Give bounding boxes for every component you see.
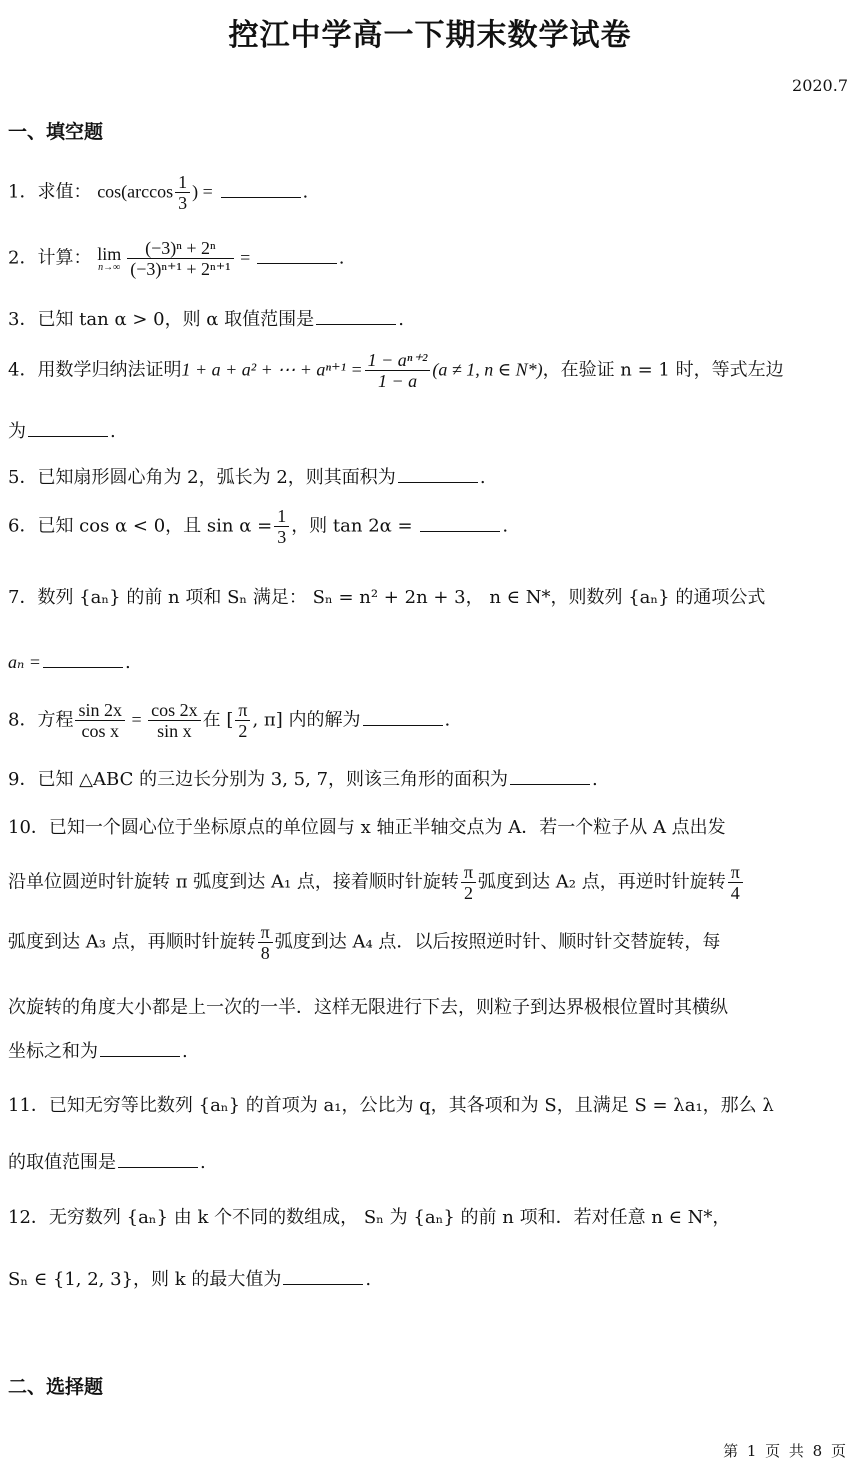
q1-prefix: 1．求值： (8, 181, 92, 203)
q1-den: 3 (178, 193, 188, 213)
q2-lim-sub: n→∞ (98, 261, 121, 273)
question-10-line5 (8, 1040, 188, 1064)
question-8: 8．方程 $\frac{\sin 2x}{\text{cos x}}$ = $\frac{\cos 2x}{\text{sin x}}$ 在 [ $\frac{\pi}{2}$ , π] 内的解为 . (8, 700, 451, 741)
q10-frac-pi-4 (728, 862, 743, 903)
q9-text: 9．已知 △ABC 的三边长分别为 3, 5, 7，则该三角形的面积为 (8, 769, 509, 790)
q4-prefix: 4．用数学归纳法证明 (8, 359, 182, 381)
q10-den-a: 2 (463, 883, 473, 903)
q5-period: . (479, 467, 486, 488)
q10-frac-pi-2 (461, 862, 476, 903)
answer-blank[interactable] (420, 515, 500, 532)
question-4 (8, 350, 784, 391)
q6-fraction (274, 506, 289, 547)
question-11-line2 (8, 1151, 206, 1175)
answer-blank[interactable] (257, 247, 337, 264)
q7-line2: aₙ = (8, 652, 41, 672)
q10-line2b: 弧度到达 A₂ 点，再逆时针旋转 (478, 871, 726, 893)
q12-line1: 12．无穷数列 {aₙ} 由 k 个不同的数组成， Sₙ 为 {aₙ} 的前 n 项和．若对任意 n ∈ N*， (8, 1207, 731, 1228)
q2-prefix: 2．计算： (8, 247, 92, 269)
q1-expr-a: cos(arccos (97, 181, 174, 202)
q8-den2: sin x (157, 721, 192, 741)
q6-period: . (502, 515, 509, 537)
q8-fraction-3 (235, 700, 250, 741)
q2-num: (−3)ⁿ + 2ⁿ (127, 238, 233, 259)
q4-fraction (365, 350, 431, 391)
q6-post: ，则 tan 2α = (291, 515, 413, 537)
q6-den: 3 (277, 527, 287, 547)
q8-den1: cos x (81, 721, 119, 741)
answer-blank[interactable] (43, 651, 123, 668)
question-4-line2 (8, 420, 116, 444)
section-choice-title: 二、选择题 (8, 1376, 104, 1398)
q1-expr-b: ) = (192, 181, 213, 202)
answer-blank[interactable] (363, 709, 443, 726)
section-fill-in-title: 一、填空题 (8, 121, 104, 143)
q10-num-a: π (461, 862, 476, 883)
question-10-line4 (8, 996, 728, 1020)
page-footer: 第 1 页 共 8 页 (723, 1442, 848, 1460)
q2-fraction (127, 238, 233, 279)
question-10-line3 (8, 922, 720, 963)
q1-fraction (175, 172, 190, 213)
q10-num-b: π (728, 862, 743, 883)
q10-den-b: 4 (730, 883, 740, 903)
q8-mid2: , π] 内的解为 (252, 709, 361, 731)
q10-line5: 坐标之和为 (8, 1041, 98, 1062)
q10-line3a: 弧度到达 A₃ 点，再顺时针旋转 (8, 931, 256, 953)
q11-line2: 的取值范围是 (8, 1152, 116, 1173)
q4-period: . (110, 421, 116, 442)
exam-date: 2020.7 (792, 76, 848, 95)
q10-den-c: 8 (260, 943, 270, 963)
q1-num: 1 (175, 172, 190, 193)
question-11 (8, 1094, 774, 1118)
q8-fraction-1 (75, 700, 125, 741)
answer-blank[interactable] (118, 1151, 198, 1168)
answer-blank[interactable] (28, 420, 108, 437)
answer-blank[interactable] (398, 466, 478, 483)
q4-line2: 为 (8, 421, 26, 442)
q6-num: 1 (274, 506, 289, 527)
q2-period: . (338, 247, 345, 269)
q2-lim-word: lim (97, 243, 122, 264)
q2-den: (−3)ⁿ⁺¹ + 2ⁿ⁺¹ (130, 259, 231, 279)
q10-num-c: π (258, 922, 273, 943)
question-2: 2．计算： lim n→∞ $\frac{\text{(−3)ⁿ + 2ⁿ}}{\text{(−3)ⁿ⁺¹ + 2ⁿ⁺¹}}$ = . (8, 238, 345, 279)
q4-num: 1 − aⁿ⁺² (365, 350, 431, 371)
q8-fraction-2 (148, 700, 201, 741)
answer-blank[interactable] (221, 181, 301, 198)
page-title: 控江中学高一下期末数学试卷 (228, 18, 632, 53)
question-9 (8, 768, 598, 792)
q8-num1: sin 2x (75, 700, 125, 721)
q7-line1: 7．数列 {aₙ} 的前 n 项和 Sₙ 满足： Sₙ = n² + 2n + 3， n ∈ N*，则数列 {aₙ} 的通项公式 (8, 587, 766, 608)
q8-period: . (444, 709, 451, 731)
question-10 (8, 816, 726, 840)
q10-line4: 次旋转的角度大小都是上一次的一半．这样无限进行下去，则粒子到达界极根位置时其横纵 (8, 997, 728, 1018)
q4-lhs: 1 + a + a² + ⋯ + aⁿ⁺¹ = (181, 359, 363, 380)
question-3 (8, 308, 404, 332)
q2-limit (97, 245, 121, 273)
q5-text: 5．已知扇形圆心角为 2，弧长为 2，则其面积为 (8, 467, 396, 488)
answer-blank[interactable] (316, 308, 396, 325)
question-1 (8, 172, 308, 213)
q12-line2: Sₙ ∈ {1, 2, 3}，则 k 的最大值为 (8, 1269, 282, 1290)
q4-post: ，在验证 n = 1 时，等式左边 (542, 359, 784, 381)
q10-frac-pi-8 (258, 922, 273, 963)
answer-blank[interactable] (510, 768, 590, 785)
q12-period: . (365, 1269, 372, 1290)
q8-num2: cos 2x (148, 700, 201, 721)
q6-prefix: 6．已知 cos α < 0，且 sin α = (8, 515, 273, 537)
question-12 (8, 1206, 730, 1230)
q9-period: . (592, 769, 598, 790)
q10-line1: 10．已知一个圆心位于坐标原点的单位圆与 x 轴正半轴交点为 A．若一个粒子从 A 点出发 (8, 817, 726, 838)
q8-prefix: 8．方程 (8, 709, 74, 731)
answer-blank[interactable] (100, 1040, 180, 1057)
question-5 (8, 466, 486, 490)
q11-period: . (200, 1152, 206, 1173)
question-7-line2 (8, 650, 131, 675)
answer-blank[interactable] (283, 1268, 363, 1285)
q8-num3: π (235, 700, 250, 721)
q3-text: 3．已知 tan α > 0，则 α 取值范围是 (8, 309, 315, 330)
q11-line1: 11．已知无穷等比数列 {aₙ} 的首项为 a₁，公比为 q，其各项和为 S，且满足 S = λa₁，那么 λ (8, 1095, 774, 1116)
question-12-line2 (8, 1268, 371, 1292)
q4-condition: (a ≠ 1, n ∈ N*) (432, 359, 543, 380)
question-6 (8, 506, 508, 547)
q10-line3b: 弧度到达 A₄ 点．以后按照逆时针、顺时针交替旋转，每 (274, 931, 721, 953)
q10-line2a: 沿单位圆逆时针旋转 π 弧度到达 A₁ 点，接着顺时针旋转 (8, 871, 459, 893)
question-7 (8, 586, 765, 610)
q3-period: . (398, 309, 404, 330)
q10-period: . (182, 1041, 188, 1062)
q1-period: . (302, 181, 309, 203)
q8-mid: 在 [ (202, 709, 234, 731)
q8-den3: 2 (238, 721, 248, 741)
question-10-line2 (8, 862, 745, 903)
q7-period: . (124, 652, 131, 673)
q4-den: 1 − a (377, 371, 418, 391)
